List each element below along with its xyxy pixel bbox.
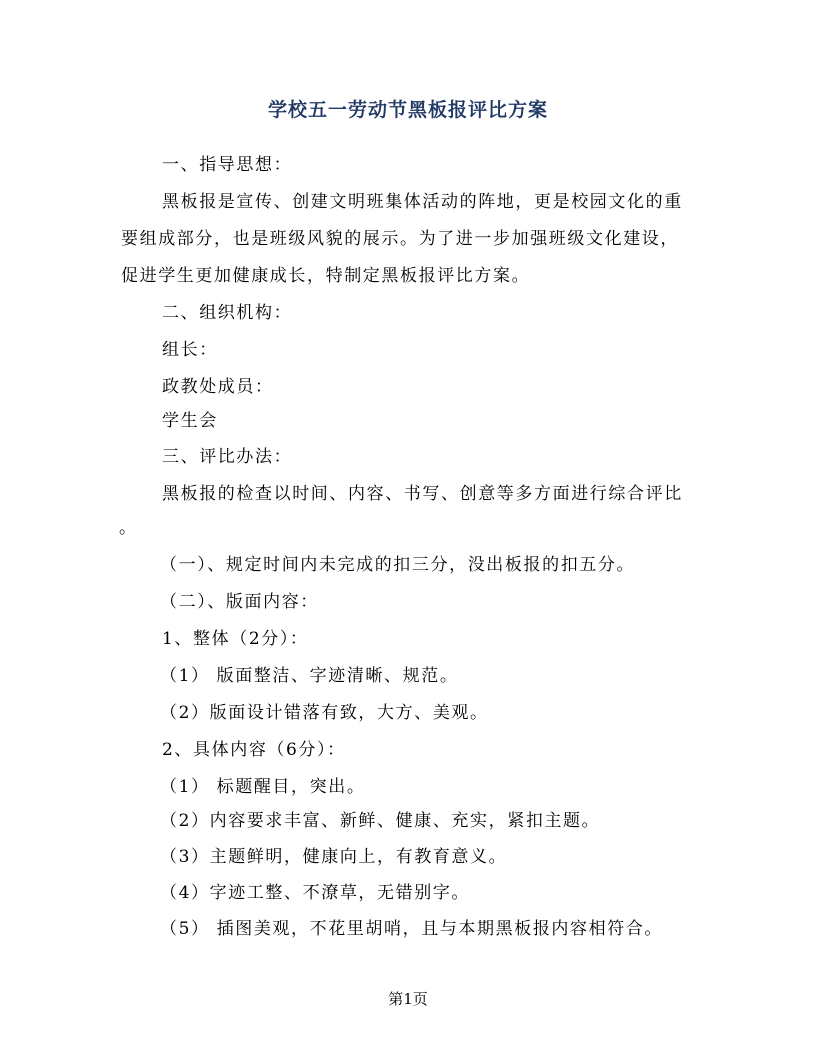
paragraph-line: 黑板报是宣传、创建文明班集体活动的阵地，更是校园文化的重 (162, 192, 683, 212)
paragraph-line: 要组成部分，也是班级风貌的展示。为了进一步加强班级文化建设， (121, 229, 679, 249)
paragraph-heading-organization: 二、组织机构： (162, 303, 293, 323)
page-number-footer: 第1页 (388, 990, 428, 1008)
paragraph-line: （2）内容要求丰富、新鲜、健康、充实，紧扣主题。 (160, 811, 601, 831)
paragraph-line: （3）主题鲜明，健康向上，有教育意义。 (160, 847, 508, 867)
paragraph-line: 。 (119, 518, 138, 538)
paragraph-line: （1） 标题醒目，突出。 (160, 777, 366, 797)
paragraph-line: 1、整体（2分）： (162, 629, 309, 649)
paragraph-line: 促进学生更加健康成长，特制定黑板报评比方案。 (121, 266, 531, 286)
paragraph-line: （一）、规定时间内未完成的扣三分，没出板报的扣五分。 (160, 555, 636, 575)
paragraph-line: 学生会 (162, 411, 218, 431)
paragraph-heading-guiding-thought: 一、指导思想： (162, 155, 293, 175)
page-title: 学校五一劳动节黑板报评比方案 (267, 99, 548, 121)
paragraph-line: （5） 插图美观，不花里胡哨，且与本期黑板报内容相符合。 (160, 919, 664, 939)
paragraph-line: 组长： (162, 340, 218, 360)
paragraph-line: 黑板报的检查以时间、内容、书写、创意等多方面进行综合评比 (162, 484, 683, 504)
paragraph-line: （1） 版面整洁、字迹清晰、规范。 (160, 666, 459, 686)
paragraph-heading-evaluation-method: 三、评比办法： (162, 447, 293, 467)
paragraph-line: （4）字迹工整、不潦草，无错别字。 (160, 883, 471, 903)
paragraph-line: （二）、版面内容： (160, 592, 319, 612)
paragraph-line: 2、具体内容（6分）： (162, 740, 346, 760)
paragraph-line: （2）版面设计错落有致，大方、美观。 (160, 703, 489, 723)
paragraph-line: 政教处成员： (162, 377, 274, 397)
